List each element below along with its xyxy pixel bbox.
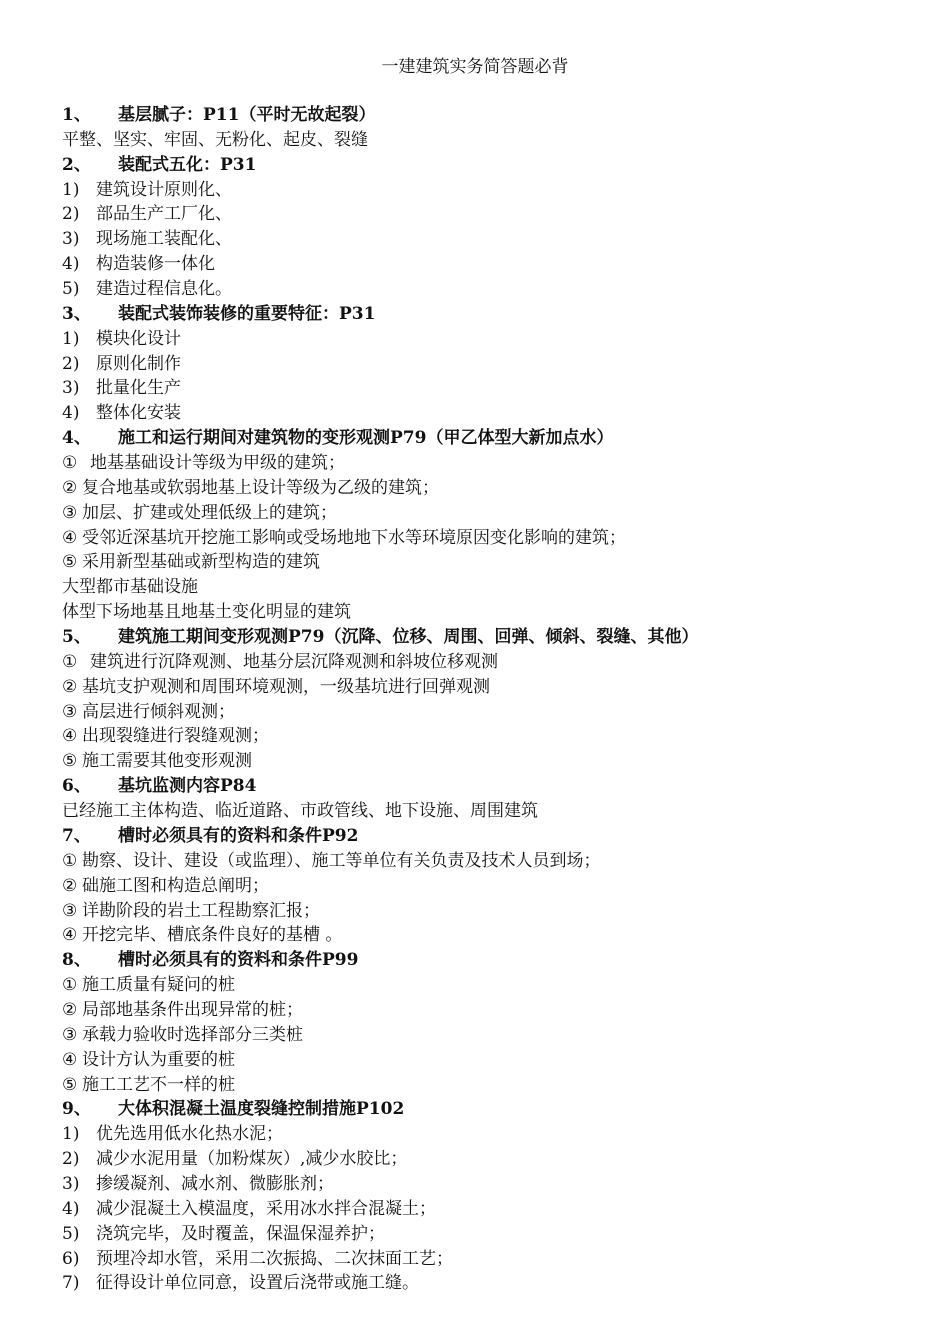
- section-heading: [62, 625, 922, 650]
- list-item: [62, 451, 922, 476]
- item-text: 设计方认为重要的桩: [82, 1049, 235, 1070]
- list-item: [62, 1122, 922, 1147]
- item-number: 8、: [62, 950, 91, 971]
- item-text: 建筑设计原则化、: [96, 179, 232, 200]
- item-number: ③: [62, 1024, 78, 1045]
- item-number: ①: [62, 850, 78, 871]
- list-item: [62, 874, 922, 899]
- item-number: 2): [62, 353, 80, 374]
- item-number: 1、: [62, 105, 91, 125]
- item-number: 4、: [62, 428, 91, 449]
- item-number: 2): [62, 204, 80, 225]
- item-text: 施工质量有疑问的桩: [82, 975, 235, 996]
- item-text: 承载力验收时选择部分三类桩: [82, 1024, 303, 1045]
- item-text: 地基基础设计等级为甲级的建筑；: [90, 453, 345, 474]
- item-text: 基层腻子：P11（平时无故起裂）: [118, 105, 376, 125]
- list-item: [62, 998, 922, 1023]
- item-text: 平整、坚实、牢固、无粉化、起皮、裂缝: [62, 129, 368, 150]
- item-number: 3): [62, 229, 80, 250]
- item-number: ②: [62, 676, 78, 697]
- section-heading: [62, 774, 922, 799]
- section-heading: [62, 426, 922, 451]
- item-text: 建筑施工期间变形观测P79（沉降、位移、周围、回弹、倾斜、裂缝、其他）: [118, 627, 699, 648]
- item-text: 详勘阶段的岩土工程勘察汇报；: [82, 900, 320, 921]
- item-text: 模块化设计: [96, 328, 181, 349]
- item-number: ①: [62, 975, 78, 996]
- item-number: 1): [62, 328, 80, 349]
- item-text: 建造过程信息化。: [96, 279, 232, 300]
- item-text: 复合地基或软弱地基上设计等级为乙级的建筑；: [82, 477, 439, 498]
- item-number: 7、: [62, 825, 91, 846]
- item-text: 施工工艺不一样的桩: [82, 1074, 235, 1095]
- item-number: 6): [62, 1248, 80, 1269]
- item-text: 部品生产工厂化、: [96, 204, 232, 225]
- list-item: [62, 376, 922, 401]
- item-number: 2、: [62, 154, 91, 175]
- list-item: [62, 923, 922, 948]
- item-number: ④: [62, 925, 78, 946]
- section-heading: [62, 824, 922, 849]
- item-text: 现场施工装配化、: [96, 229, 232, 250]
- item-number: ②: [62, 875, 78, 896]
- item-number: ⑤: [62, 552, 78, 573]
- item-number: ④: [62, 527, 78, 548]
- list-item: [62, 277, 922, 302]
- item-number: ③: [62, 502, 78, 523]
- item-text: 出现裂缝进行裂缝观测；: [82, 726, 269, 747]
- list-item: [62, 1147, 922, 1172]
- item-number: ②: [62, 477, 78, 498]
- item-text: 已经施工主体构造、临近道路、市政管线、地下设施、周围建筑: [62, 801, 538, 822]
- item-text: 构造装修一体化: [96, 254, 215, 275]
- item-number: ⑤: [62, 1074, 78, 1095]
- item-number: 1): [62, 1124, 80, 1145]
- body-text: [62, 575, 922, 600]
- list-item: [62, 1172, 922, 1197]
- item-text: 勘察、设计、建设（或监理）、施工等单位有关负责及技术人员到场；: [82, 850, 601, 871]
- list-item: [62, 501, 922, 526]
- item-text: 施工需要其他变形观测: [82, 751, 252, 772]
- item-number: 9、: [62, 1099, 91, 1120]
- list-item: [62, 675, 922, 700]
- item-text: 整体化安装: [96, 403, 181, 424]
- item-text: 基坑支护观测和周围环境观测，一级基坑进行回弹观测: [82, 676, 490, 697]
- item-text: 大体积混凝土温度裂缝控制措施P102: [118, 1099, 405, 1120]
- item-number: 4): [62, 403, 80, 424]
- list-item: [62, 1247, 922, 1272]
- list-item: [62, 352, 922, 377]
- document-title: 一建建筑实务简答题必背: [381, 57, 569, 77]
- item-number: 7): [62, 1273, 80, 1294]
- item-text: 减少水泥用量（加粉煤灰）,减少水胶比；: [96, 1149, 408, 1170]
- item-text: 受邻近深基坑开挖施工影响或受场地地下水等环境原因变化影响的建筑；: [82, 527, 626, 548]
- list-item: [62, 1048, 922, 1073]
- list-item: [62, 1023, 922, 1048]
- list-item: [62, 227, 922, 252]
- list-item: [62, 849, 922, 874]
- list-item: [62, 202, 922, 227]
- item-number: 3): [62, 378, 80, 399]
- section-heading: [62, 1097, 922, 1122]
- item-number: ②: [62, 999, 78, 1020]
- section-heading: [62, 103, 922, 128]
- list-item: [62, 476, 922, 501]
- list-item: [62, 749, 922, 774]
- section-heading: [62, 948, 922, 973]
- item-number: 5、: [62, 627, 91, 648]
- item-text: 征得设计单位同意，设置后浇带或施工缝。: [96, 1273, 419, 1294]
- list-item: [62, 401, 922, 426]
- item-number: 6、: [62, 776, 91, 797]
- item-text: 大型都市基础设施: [62, 577, 198, 598]
- item-text: 优先选用低水化热水泥；: [96, 1124, 283, 1145]
- item-number: 1): [62, 179, 80, 200]
- item-number: 5): [62, 1223, 80, 1244]
- item-text: 体型下场地基且地基土变化明显的建筑: [62, 602, 351, 623]
- item-number: ③: [62, 701, 78, 722]
- item-text: 加层、扩建或处理低级上的建筑；: [82, 502, 337, 523]
- item-text: 础施工图和构造总阐明；: [82, 875, 269, 896]
- item-text: 掺缓凝剂、减水剂、微膨胀剂；: [96, 1173, 334, 1194]
- list-item: [62, 899, 922, 924]
- item-number: 3): [62, 1173, 80, 1194]
- item-number: 3、: [62, 303, 91, 324]
- body-text: [62, 128, 922, 153]
- item-text: 局部地基条件出现异常的桩；: [82, 999, 303, 1020]
- item-text: 装配式装饰装修的重要特征：P31: [118, 303, 376, 324]
- item-text: 采用新型基础或新型构造的建筑: [82, 552, 320, 573]
- item-number: ④: [62, 1049, 78, 1070]
- item-number: ①: [62, 651, 78, 672]
- list-item: [62, 650, 922, 675]
- item-number: 4): [62, 254, 80, 275]
- list-item: [62, 1222, 922, 1247]
- list-item: [62, 526, 922, 551]
- body-text: [62, 799, 922, 824]
- item-text: 基坑监测内容P84: [118, 776, 257, 797]
- list-item: [62, 252, 922, 277]
- item-text: 高层进行倾斜观测；: [82, 701, 235, 722]
- list-item: [62, 700, 922, 725]
- list-item: [62, 973, 922, 998]
- list-item: [62, 550, 922, 575]
- item-text: 减少混凝土入模温度，采用冰水拌合混凝土；: [96, 1198, 436, 1219]
- section-heading: [62, 153, 922, 178]
- section-heading: [62, 302, 922, 327]
- item-number: 5): [62, 279, 80, 300]
- item-number: 4): [62, 1198, 80, 1219]
- list-item: [62, 724, 922, 749]
- item-text: 建筑进行沉降观测、地基分层沉降观测和斜坡位移观测: [90, 651, 498, 672]
- item-text: 浇筑完毕，及时覆盖，保温保湿养护；: [96, 1223, 385, 1244]
- item-number: ①: [62, 453, 78, 474]
- item-text: 装配式五化：P31: [118, 154, 257, 175]
- item-text: 开挖完毕、槽底条件良好的基槽 。: [82, 925, 343, 946]
- list-item: [62, 1271, 922, 1296]
- item-text: 预埋冷却水管，采用二次振捣、二次抹面工艺；: [96, 1248, 453, 1269]
- list-item: [62, 327, 922, 352]
- item-text: 槽时必须具有的资料和条件P99: [118, 950, 359, 971]
- item-number: 2): [62, 1149, 80, 1170]
- item-number: ③: [62, 900, 78, 921]
- item-number: ⑤: [62, 751, 78, 772]
- item-number: ④: [62, 726, 78, 747]
- list-item: [62, 1073, 922, 1098]
- item-text: 批量化生产: [96, 378, 181, 399]
- item-text: 槽时必须具有的资料和条件P92: [118, 825, 359, 846]
- list-item: [62, 1197, 922, 1222]
- body-text: [62, 600, 922, 625]
- item-text: 原则化制作: [96, 353, 181, 374]
- item-text: 施工和运行期间对建筑物的变形观测P79（甲乙体型大新加点水）: [118, 428, 614, 449]
- list-item: [62, 178, 922, 203]
- document-body: [62, 103, 922, 1296]
